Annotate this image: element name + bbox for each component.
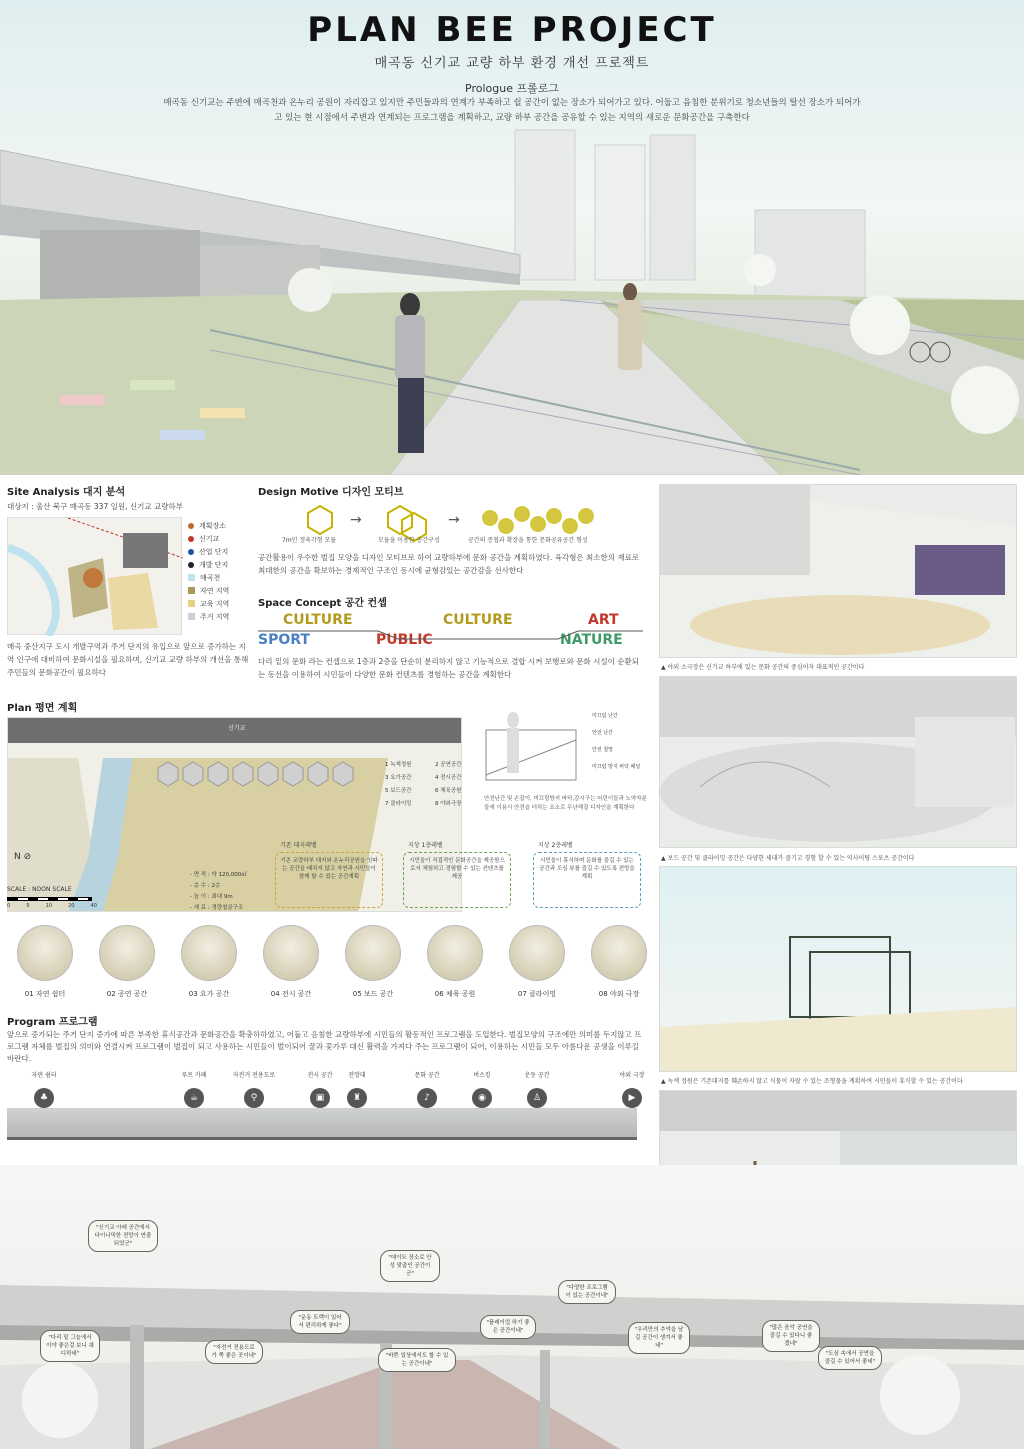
program-circle-image	[427, 925, 483, 981]
site-analysis-heading: Site Analysis 대지 분석	[7, 487, 126, 498]
program-circle-image	[17, 925, 73, 981]
legend-item	[188, 558, 263, 571]
motive-step-1: 7m인 정육각형 모듈	[282, 537, 337, 544]
program-heading: Program 프로그램	[7, 1017, 98, 1028]
site-address: 대상지 : 울산 북구 매곡동 337 일원, 신기교 교량하부	[7, 502, 183, 511]
scale-bar	[7, 897, 92, 901]
program-pin-label: 루프 카페	[181, 1072, 207, 1079]
plan-program-row	[385, 760, 475, 773]
legend-label: 계획장소	[199, 521, 227, 530]
program-pin-icon: ♪	[417, 1088, 437, 1108]
legend-label: 신기교	[199, 534, 220, 543]
program-pin	[515, 1072, 559, 1108]
north-arrow-icon: N ⊘	[14, 852, 32, 862]
level-1-text: 기존 교량하부 대지와 온누리공원을 잇따는 공간을 배치지 않고 자연과 시민들이 함께 할 수 있는 공간계획	[280, 858, 378, 880]
program-circle-label: 03 요가 공간	[188, 990, 230, 998]
design-motive-heading: Design Motive 디자인 모티브	[258, 487, 404, 498]
legend-item	[188, 571, 263, 584]
program-pin	[22, 1072, 66, 1108]
plan-program-row	[385, 773, 475, 786]
section-label: 미끄럼 방지 바닥 패널	[592, 764, 641, 770]
speech-bubble: "우리만의 추억을 남길 공간이 생겨서 좋네"	[628, 1322, 690, 1354]
program-pin-label: 자전거 전용도로	[232, 1072, 276, 1079]
level-2-title: 지상 1층레벨	[408, 842, 443, 849]
plan-program-item: 3 요가공간	[385, 775, 412, 781]
program-text: 앞으로 증가되는 주거 단지 증가에 따른 부족한 휴식공간과 문화공간을 확충하하였고, 어둡고 음침한 교량하부에 시민들의 활동적인 프로그램을 도입한다. 벌집모양의 구조에만 의미를 두지않고 프로그램 자체를 벌집의 의미와 연결시켜 프로그램이 벌집이 되고 사용하는 시민들이 벌이되어 꿀과 꽃가루 대신 활력을 가져다 주는 프로그램이 되어, 이용하는 시민들 모두 아름다운 공생을 이루길 바란다.	[7, 1030, 642, 1063]
space-concept-heading: Space Concept 공간 컨셉	[258, 598, 387, 609]
speech-bubble: "많은 음악 공연을 즐길 수 있다니 좋겠네"	[762, 1320, 820, 1352]
program-circle	[258, 925, 324, 999]
motive-step-3: 공간의 증첩과 확장을 통한 문화공유공간 형성	[468, 537, 588, 544]
legend-item	[188, 545, 263, 558]
level-3-text: 시민들이 휴식하며 문화를 즐길 수 있는 공간과 도심 뷰를 즐길 수 있도록 전망을 계획	[539, 858, 635, 880]
legend-item	[188, 610, 263, 623]
plan-heading: Plan 평면 계획	[7, 703, 78, 714]
svg-text:→: →	[350, 512, 362, 528]
render-board-space	[659, 676, 1017, 848]
bridge-label: 신기교	[228, 725, 246, 732]
concept-word-culture-2: CULTURE	[443, 612, 513, 628]
program-pin-icon: ☕	[184, 1088, 204, 1108]
legend-label: 주거 지역	[200, 612, 230, 621]
concept-word-art: ART	[588, 612, 619, 628]
program-pin-label: 버스킹	[473, 1072, 491, 1079]
legend-label: 산업 단지	[199, 547, 229, 556]
plan-program-row	[385, 786, 475, 799]
motive-text: 공간활용이 우수한 벌집 모양을 디자인 모티브로 하여 교량하부에 문화 공간을 계획하였다. 육각형은 최소한의 재료로 최대한의 공간을 확보하는 경제적인 구조인 동시에 균형감있는 공간감을 선사한다	[258, 553, 640, 575]
concept-wordmark	[258, 612, 643, 652]
program-pin-icon: ♜	[347, 1088, 367, 1108]
plan-spec: - 높 이 : 최대 9m	[190, 894, 233, 900]
level-3-title: 지상 2층레벨	[538, 842, 573, 849]
legend-item	[188, 532, 263, 545]
hero-illustration	[0, 0, 1024, 475]
program-pin-icon: ◉	[472, 1088, 492, 1108]
legend-item	[188, 597, 263, 610]
legend-label: 매곡천	[200, 573, 221, 582]
concept-word-public: PUBLIC	[376, 632, 433, 648]
concept-word-culture-1: CULTURE	[283, 612, 353, 628]
program-pin-label: 전망대	[348, 1072, 366, 1079]
section-label: 안전 철망	[592, 747, 613, 753]
program-circle	[12, 925, 78, 999]
legend-swatch	[188, 562, 194, 568]
render-outdoor-theater	[659, 484, 1017, 658]
concept-word-nature: NATURE	[560, 632, 623, 648]
program-circle-image	[345, 925, 401, 981]
speech-bubble: "신기교 아래 공간에서 다이나믹한 전망이 연출 되었군"	[88, 1220, 158, 1252]
legend-label: 자연 지역	[200, 586, 230, 595]
scale-tick: 5	[26, 903, 30, 909]
program-circle-image	[181, 925, 237, 981]
level-1-box	[275, 852, 383, 908]
caption-green-garden: ▲ 녹색 정원은 기존대지를 훼손하지 않고 식물이 자랄 수 있는 조형물을 계획하여 시민들이 휴식할 수 있는 공간이다	[661, 1078, 963, 1085]
program-pin	[232, 1072, 276, 1108]
hero-perspective	[0, 0, 1024, 475]
site-legend	[188, 519, 263, 623]
program-section	[7, 1108, 637, 1140]
legend-swatch	[188, 523, 194, 529]
legend-swatch	[188, 536, 194, 542]
scale-tick: 10	[45, 903, 52, 909]
program-circle	[422, 925, 488, 999]
plan-program-item: 8 야외극장	[435, 801, 462, 807]
section-label: 안전 난간	[592, 730, 613, 736]
plan-program-row	[385, 799, 475, 812]
level-1-title: 기존 대지레벨	[280, 842, 317, 849]
motive-step-2: 모듈을 이용한 공간구성	[378, 537, 440, 544]
speech-bubble: "데이트 장소로 안성 맞춤인 공간이군"	[380, 1250, 440, 1282]
speech-bubble: "도심 속에서 공연을 즐길 수 있어서 좋네"	[818, 1346, 882, 1370]
plan-spec: - 면 적 : 약 120,000㎡	[190, 872, 247, 878]
section-detail	[478, 710, 588, 790]
program-circle-label: 08 야외 극장	[598, 990, 640, 998]
program-circle-image	[509, 925, 565, 981]
scale-tick: 20	[68, 903, 75, 909]
program-circle	[586, 925, 652, 999]
legend-label: 개발 단지	[199, 560, 229, 569]
program-circle	[176, 925, 242, 999]
site-map	[7, 517, 182, 635]
program-pin-label: 문화 공간	[414, 1072, 440, 1079]
program-circle-label: 06 체육 공원	[434, 990, 476, 998]
program-pin-label: 야외 극장	[619, 1072, 645, 1079]
speech-bubble: "자전거 전용도로가 쭉 좋은 곳이네"	[205, 1340, 263, 1364]
program-circle	[94, 925, 160, 999]
speech-bubble: "다리 밑 그늘에서 이야 좋은걸 보니 쉐 디하네"	[40, 1330, 100, 1362]
speech-bubble: "플레이업 하기 좋은 공간이네"	[480, 1315, 536, 1339]
bottom-perspective	[0, 1165, 1024, 1449]
program-pin-icon: ▶	[622, 1088, 642, 1108]
program-circle-label: 05 보드 공간	[352, 990, 394, 998]
program-circle-label: 07 클라이밍	[517, 990, 557, 998]
section-label: 미끄럼 난간	[592, 713, 618, 719]
prologue-text: 매곡동 신기교는 주변에 매곡천과 온누리 공원이 자리잡고 있지만 주민들과의 연계가 부족하고 쉴 공간이 없는 장소가 되어가고 있다. 어둡고 음침한 분위기로 청소년들의 탈선 장소가 되어가고 있는 현 시점에서 주변과 연계되는 프로그램을 계획하고, 교량 하부 공간을 공유할 수 있는 지역의 새로운 문화공간을 구축한다	[163, 98, 861, 123]
program-pin-label: 전시 공간	[307, 1072, 333, 1079]
level-2-box	[403, 852, 511, 908]
scale-label: SCALE : NOON SCALE	[7, 886, 72, 893]
concept-word-sport: SPORT	[258, 632, 310, 648]
plan-program-item: 1 녹색정원	[385, 762, 412, 768]
scale-tick: 0	[7, 903, 11, 909]
program-pin-icon: ▣	[310, 1088, 330, 1108]
program-pin	[405, 1072, 449, 1108]
program-circle-label: 04 전시 공간	[270, 990, 312, 998]
page-subtitle: 매곡동 신기교 교량 하부 환경 개선 프로젝트	[374, 56, 650, 71]
program-pin	[172, 1072, 216, 1108]
legend-swatch	[188, 600, 195, 607]
plan-specs	[190, 870, 275, 914]
speech-bubble: "운동 트랙이 있어서 편리하게 좋다"	[290, 1310, 350, 1334]
svg-text:→: →	[448, 512, 460, 528]
plan-spec: - 재 료 : 경량철골구조	[190, 905, 244, 911]
section-text: 안전난간 및 손잡이, 미끄럼방지 바닥,감시구는 어린이들과 노약자분들에 이용시 안전을 더하는 요소로 무난해질 디자인을 계획한다	[484, 796, 647, 811]
site-text: 매곡 중산지구 도시 개발구역과 주거 단지의 유입으로 앞으로 증가하는 지역 인구에 대비하여 문화시설을 필요하며, 신기교 교량 하부의 개선을 통해 주민들의 문화공간이 필요하다	[7, 642, 249, 677]
plan-program-item: 4 전시공간	[435, 775, 462, 781]
caption-board-space: ▲ 보드 공간 및 클라이밍 공간은 다양한 세대가 즐기고 경험 할 수 있는 익사이팅 스포츠 공간이다	[661, 855, 915, 862]
program-pin-icon: ♙	[527, 1088, 547, 1108]
legend-label: 교육 지역	[200, 599, 230, 608]
program-circle-image	[591, 925, 647, 981]
program-circle	[340, 925, 406, 999]
program-pin-label: 운동 공간	[524, 1072, 550, 1079]
legend-swatch	[188, 549, 194, 555]
program-pin-icon: ♣	[34, 1088, 54, 1108]
legend-item	[188, 584, 263, 597]
speech-bubble: "다양한 프로그램이 있는 공간이네"	[558, 1280, 616, 1304]
plan-program-item: 5 보드공간	[385, 788, 412, 794]
plan-program-list	[385, 760, 475, 812]
plan-spec: - 층 수 : 2층	[190, 883, 221, 889]
level-3-box	[533, 852, 641, 908]
legend-swatch	[188, 613, 195, 620]
legend-swatch	[188, 574, 195, 581]
plan-program-item: 6 체육공원	[435, 788, 462, 794]
program-pin-icon: ⚲	[244, 1088, 264, 1108]
speech-bubble: "바쁜 일상에서도 할 수 있는 공간이네"	[378, 1348, 456, 1372]
plan-program-item: 2 공연공간	[435, 762, 462, 768]
program-pin	[610, 1072, 654, 1108]
program-circle-image	[99, 925, 155, 981]
program-circle-label: 01 자연 쉼터	[24, 990, 66, 998]
prologue-heading: Prologue 프롤로그	[465, 82, 559, 95]
program-pin	[335, 1072, 379, 1108]
scale-tick: 40	[90, 903, 97, 909]
concept-text: 다리 밑의 문화 라는 컨셉으로 1층과 2층을 단순히 분리하지 않고 기능적으로 결합 시켜 보행로와 문화 시설이 순환되는 동선을 이용하여 시민들이 다양한 문화 컨텐츠를 경험하는 공간을 계획한다	[258, 657, 639, 679]
level-2-text: 시민들이 직접적인 문화공간을 제공함으로서 체험하고 경험할 수 있는 컨텐츠를 제공	[409, 858, 505, 880]
program-circle-image	[263, 925, 319, 981]
caption-outdoor-theater: ▲ 야외 소극장은 신기교 하부에 있는 문화 공간의 중심이자 대표적인 공간이다	[661, 664, 865, 671]
program-circle-label: 02 공연 공간	[106, 990, 148, 998]
legend-swatch	[188, 587, 195, 594]
program-circle	[504, 925, 570, 999]
render-green-garden	[659, 866, 1017, 1072]
section-labels	[592, 712, 652, 780]
page-title: PLAN BEE PROJECT	[307, 10, 717, 50]
plan-program-item: 7 클라이밍	[385, 801, 412, 807]
program-pin-label: 자연 쉼터	[31, 1072, 57, 1079]
legend-item	[188, 519, 263, 532]
scale-ticks	[7, 903, 97, 909]
program-pin	[460, 1072, 504, 1108]
